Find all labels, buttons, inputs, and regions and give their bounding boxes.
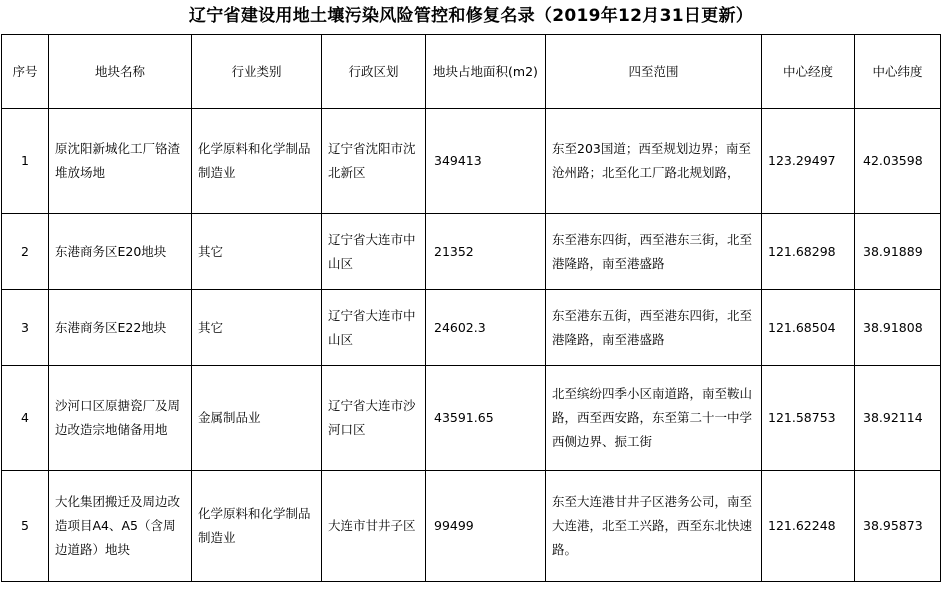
cell-boundary: 北至缤纷四季小区南道路，南至鞍山路，西至西安路，东至第二十一中学西侧边界、振工街 bbox=[546, 366, 762, 471]
cell-lat: 42.03598 bbox=[855, 109, 941, 214]
cell-lng: 123.29497 bbox=[762, 109, 855, 214]
cell-area: 24602.3 bbox=[426, 290, 546, 366]
cell-lat: 38.91889 bbox=[855, 214, 941, 290]
cell-boundary: 东至港东五街，西至港东四街，北至港隆路，南至港盛路 bbox=[546, 290, 762, 366]
table-row bbox=[2, 109, 941, 214]
registry-table bbox=[1, 34, 941, 582]
header-area: 地块占地面积(m2) bbox=[426, 35, 546, 109]
cell-name: 大化集团搬迁及周边改造项目A4、A5（含周边道路）地块 bbox=[49, 471, 192, 582]
cell-no: 1 bbox=[2, 109, 49, 214]
header-admin: 行政区划 bbox=[322, 35, 426, 109]
cell-boundary: 东至203国道；西至规划边界；南至沧州路；北至化工厂路北规划路， bbox=[546, 109, 762, 214]
cell-area: 349413 bbox=[426, 109, 546, 214]
header-name: 地块名称 bbox=[49, 35, 192, 109]
header-no: 序号 bbox=[2, 35, 49, 109]
header-lng: 中心经度 bbox=[762, 35, 855, 109]
cell-area: 21352 bbox=[426, 214, 546, 290]
cell-boundary: 东至港东四街，西至港东三街，北至港隆路，南至港盛路 bbox=[546, 214, 762, 290]
cell-lng: 121.58753 bbox=[762, 366, 855, 471]
cell-lng: 121.62248 bbox=[762, 471, 855, 582]
cell-area: 99499 bbox=[426, 471, 546, 582]
cell-industry: 其它 bbox=[192, 290, 322, 366]
cell-name: 沙河口区原搪瓷厂及周边改造宗地储备用地 bbox=[49, 366, 192, 471]
cell-name: 东港商务区E20地块 bbox=[49, 214, 192, 290]
table-header-row bbox=[2, 35, 941, 109]
cell-area: 43591.65 bbox=[426, 366, 546, 471]
header-boundary: 四至范围 bbox=[546, 35, 762, 109]
header-industry: 行业类别 bbox=[192, 35, 322, 109]
cell-lng: 121.68504 bbox=[762, 290, 855, 366]
cell-lng: 121.68298 bbox=[762, 214, 855, 290]
cell-no: 3 bbox=[2, 290, 49, 366]
cell-boundary: 东至大连港甘井子区港务公司，南至大连港，北至工兴路，西至东北快速路。 bbox=[546, 471, 762, 582]
cell-industry: 其它 bbox=[192, 214, 322, 290]
cell-admin: 辽宁省大连市中山区 bbox=[322, 214, 426, 290]
cell-lat: 38.95873 bbox=[855, 471, 941, 582]
cell-industry: 金属制品业 bbox=[192, 366, 322, 471]
table-row bbox=[2, 471, 941, 582]
cell-no: 4 bbox=[2, 366, 49, 471]
cell-no: 5 bbox=[2, 471, 49, 582]
header-lat: 中心纬度 bbox=[855, 35, 941, 109]
table-row bbox=[2, 366, 941, 471]
cell-admin: 辽宁省大连市沙河口区 bbox=[322, 366, 426, 471]
cell-name: 东港商务区E22地块 bbox=[49, 290, 192, 366]
cell-no: 2 bbox=[2, 214, 49, 290]
cell-industry: 化学原料和化学制品制造业 bbox=[192, 471, 322, 582]
cell-industry: 化学原料和化学制品制造业 bbox=[192, 109, 322, 214]
cell-lat: 38.92114 bbox=[855, 366, 941, 471]
cell-admin: 辽宁省大连市中山区 bbox=[322, 290, 426, 366]
document-title: 辽宁省建设用地土壤污染风险管控和修复名录（2019年12月31日更新） bbox=[188, 6, 754, 26]
cell-admin: 辽宁省沈阳市沈北新区 bbox=[322, 109, 426, 214]
cell-name: 原沈阳新城化工厂铬渣堆放场地 bbox=[49, 109, 192, 214]
cell-admin: 大连市甘井子区 bbox=[322, 471, 426, 582]
table-row bbox=[2, 290, 941, 366]
table-row bbox=[2, 214, 941, 290]
cell-lat: 38.91808 bbox=[855, 290, 941, 366]
